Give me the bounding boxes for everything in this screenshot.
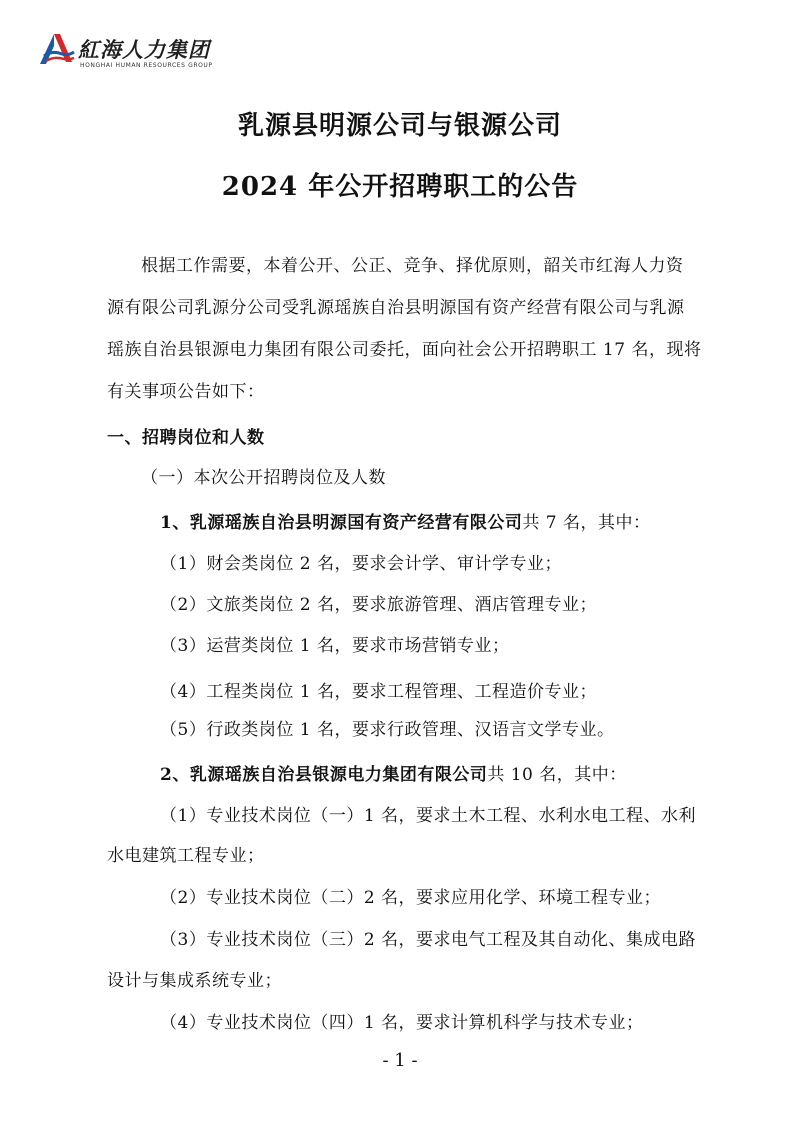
intro-line-3: 瑶族自治县银源电力集团有限公司委托，面向社会公开招聘职工 17 名，现将	[107, 340, 702, 360]
intro-line-1: 根据工作需要，本着公开、公正、竞争、择优原则，韶关市红海人力资	[141, 256, 684, 276]
company2-item-3-line-1: （3）专业技术岗位（三）2 名，要求电气工程及其自动化、集成电路	[160, 930, 697, 950]
intro-line-4: 有关事项公告如下：	[107, 382, 265, 402]
page-number: - 1 -	[382, 1050, 418, 1071]
logo-text-cn: 紅海人力集团	[78, 37, 210, 62]
company2-heading	[160, 760, 627, 785]
section1-subheading: （一）本次公开招聘岗位及人数	[141, 468, 386, 488]
company2-item-1-line-1: （1）专业技术岗位（一）1 名，要求土木工程、水利水电工程、水利	[160, 806, 697, 826]
title-line-1: 乳源县明源公司与银源公司	[237, 111, 562, 141]
section1-heading: 一、招聘岗位和人数	[107, 428, 265, 448]
company1-heading	[160, 508, 650, 533]
company1-item-4: （4）工程类岗位 1 名，要求工程管理、工程造价专业；	[160, 682, 597, 702]
company1-name: 1、乳源瑶族自治县明源国有资产经营有限公司	[160, 513, 523, 533]
logo-text-en: HONGHAI HUMAN RESOURCES GROUP	[80, 62, 213, 69]
company1-item-1: （1）财会类岗位 2 名，要求会计学、审计学专业；	[160, 554, 562, 574]
company2-item-3-line-2: 设计与集成系统专业；	[107, 971, 282, 991]
company-logo	[36, 28, 213, 76]
company2-item-4: （4）专业技术岗位（四）1 名，要求计算机科学与技术专业；	[160, 1013, 644, 1033]
title-line-2: 2024 年公开招聘职工的公告	[221, 172, 579, 202]
company2-item-2: （2）专业技术岗位（二）2 名，要求应用化学、环境工程专业；	[160, 888, 662, 908]
company2-count: 共 10 名，其中：	[487, 765, 627, 785]
company2-item-1-line-2: 水电建筑工程专业；	[107, 846, 265, 866]
company1-count: 共 7 名，其中：	[522, 513, 651, 533]
company2-name: 2、乳源瑶族自治县银源电力集团有限公司	[160, 765, 488, 785]
company1-item-5: （5）行政类岗位 1 名，要求行政管理、汉语言文学专业。	[160, 720, 615, 740]
honghai-logo-icon	[36, 32, 76, 68]
company1-item-3: （3）运营类岗位 1 名，要求市场营销专业；	[160, 636, 510, 656]
company1-item-2: （2）文旅类岗位 2 名，要求旅游管理、酒店管理专业；	[160, 595, 597, 615]
intro-line-2: 源有限公司乳源分公司受乳源瑶族自治县明源国有资产经营有限公司与乳源	[107, 298, 685, 318]
